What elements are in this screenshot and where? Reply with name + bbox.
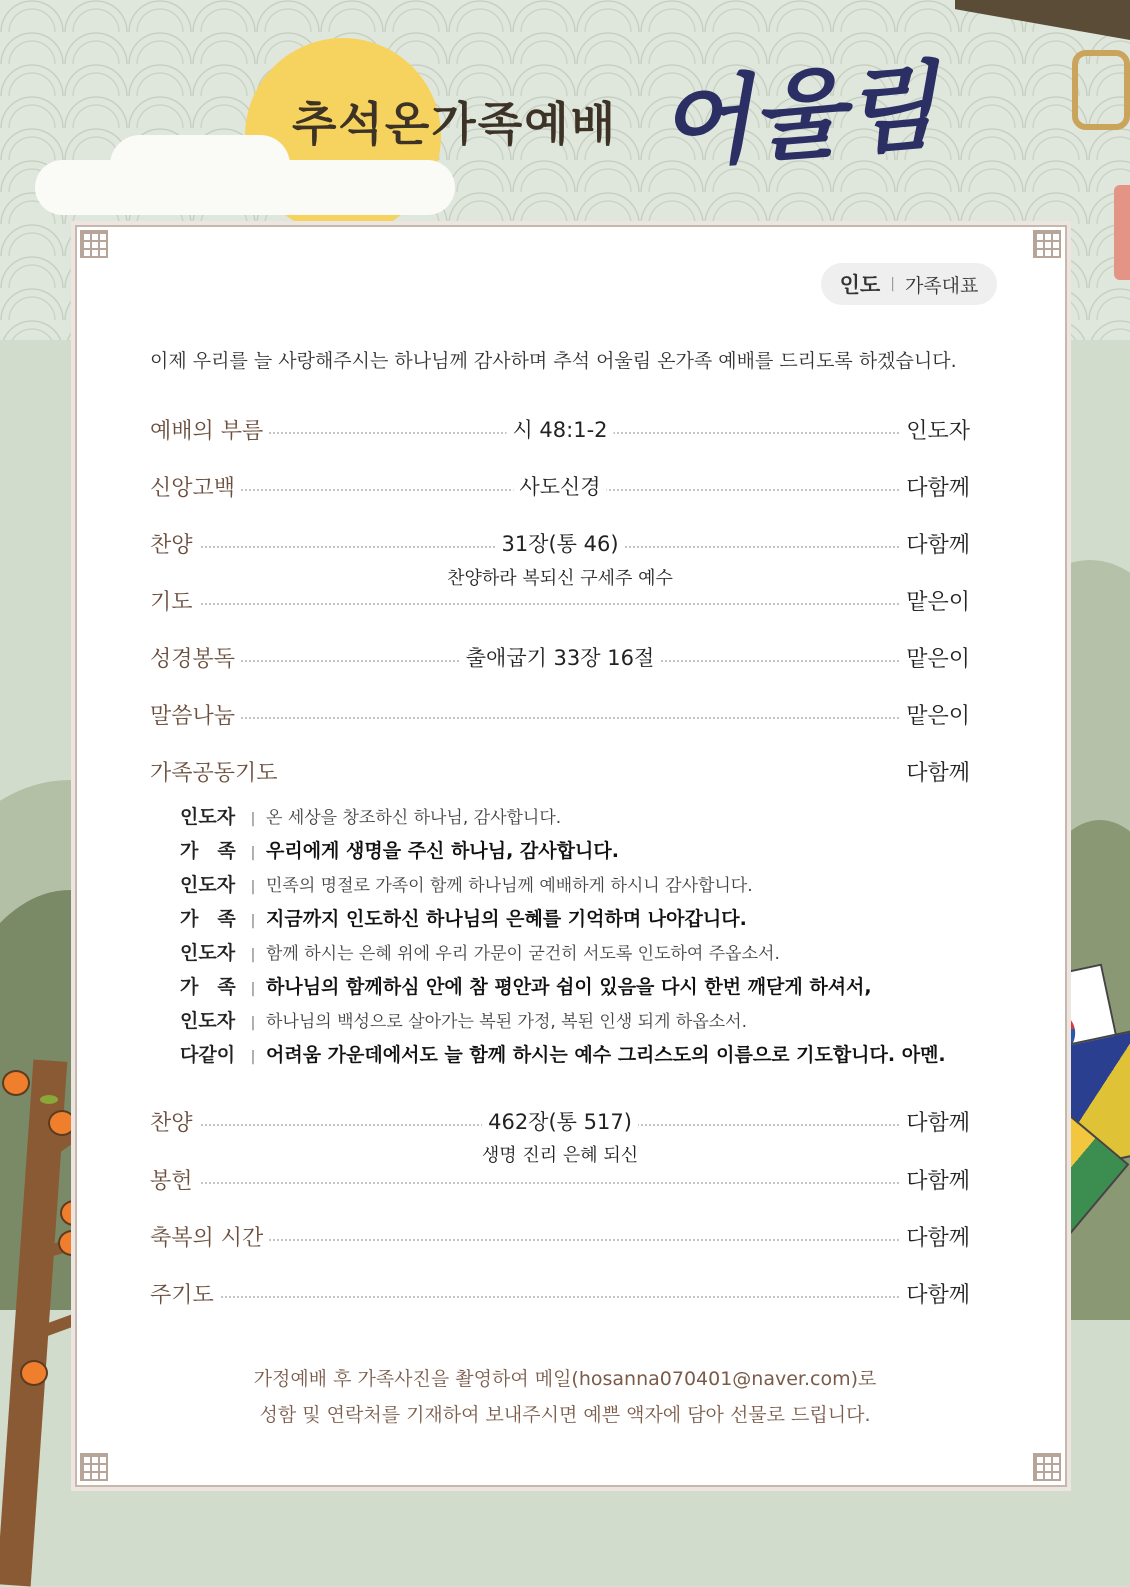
- prayer-text: 온 세상을 창조하신 하나님, 감사합니다.: [266, 808, 562, 828]
- leader-badge: [821, 263, 997, 305]
- order-item-reference: 출애굽기 33장 16절: [460, 642, 661, 672]
- order-item: [150, 699, 970, 733]
- responsive-line: [180, 972, 980, 1002]
- prayer-text: 민족의 명절로 가족이 함께 하나님께 예배하게 하시니 감사합니다.: [266, 876, 753, 896]
- leaf-icon: [40, 1095, 58, 1104]
- order-item-leader: 맡은이: [900, 699, 970, 730]
- order-item-leader: 다함께: [900, 756, 970, 787]
- order-item: [150, 1164, 970, 1198]
- order-item: [150, 414, 970, 448]
- order-item-name: 예배의 부름: [150, 414, 269, 445]
- corner-ornament: [1033, 1453, 1061, 1481]
- prayer-text: 우리에게 생명을 주신 하나님, 감사합니다.: [266, 840, 619, 862]
- speaker-label: 가 족: [180, 976, 236, 998]
- order-item: [150, 1106, 970, 1140]
- order-item: [150, 1221, 970, 1255]
- order-item-leader: 다함께: [900, 471, 970, 502]
- speaker-label: 가 족: [180, 840, 236, 862]
- cloud: [110, 135, 290, 195]
- hymn-title: 찬양하라 복되신 구세주 예수: [447, 568, 673, 589]
- divider: |: [250, 879, 256, 895]
- corner-ornament: [1033, 230, 1061, 258]
- prayer-text: 하나님의 백성으로 살아가는 복된 가정, 복된 인생 되게 하옵소서.: [266, 1012, 748, 1032]
- divider: |: [250, 913, 256, 929]
- dotted-leader: [150, 1296, 970, 1298]
- persimmon-icon: [20, 1360, 48, 1386]
- notice-line: 성함 및 연락처를 기재하여 보내주시면 예쁜 액자에 담아 선물로 드립니다.: [259, 1404, 871, 1426]
- responsive-line: [180, 802, 980, 832]
- divider: |: [250, 1015, 256, 1031]
- notice-line: 가정예배 후 가족사진을 촬영하여 메일(hosanna070401@naver.com)로: [253, 1368, 877, 1390]
- order-item-reference: 사도신경: [513, 471, 606, 501]
- divider: |: [250, 845, 256, 861]
- order-item-leader: 다함께: [900, 1164, 970, 1195]
- corner-ornament: [80, 1453, 108, 1481]
- divider: |: [890, 276, 895, 292]
- order-item-reference: 시 48:1-2: [506, 414, 613, 444]
- speaker-label: 다같이: [180, 1044, 236, 1066]
- speaker-label: 인도자: [180, 874, 236, 896]
- hymn-title: 생명 진리 은혜 되신: [481, 1145, 639, 1166]
- order-item-name: 찬양: [150, 1106, 199, 1137]
- order-item-reference: 31장(통 46): [495, 528, 624, 558]
- order-item-leader: 맡은이: [900, 585, 970, 616]
- intro-text: 이제 우리를 늘 사랑해주시는 하나님께 감사하며 추석 어울림 온가족 예배를 드리도록 하겠습니다.: [150, 350, 957, 372]
- prayer-text: 함께 하시는 은혜 위에 우리 가문이 굳건히 서도록 인도하여 주옵소서.: [266, 944, 780, 964]
- order-item-name: 축복의 시간: [150, 1221, 269, 1252]
- order-item: [150, 471, 970, 505]
- persimmon-icon: [48, 1110, 76, 1136]
- side-tab: [1114, 185, 1130, 280]
- order-item: [150, 1278, 970, 1312]
- order-item-leader: 맡은이: [900, 642, 970, 673]
- responsive-line: [180, 1040, 980, 1070]
- prayer-text: 하나님의 함께하심 안에 참 평안과 쉼이 있음을 다시 한번 깨닫게 하셔서,: [266, 976, 872, 998]
- responsive-line: [180, 870, 980, 900]
- speaker-label: 인도자: [180, 1010, 236, 1032]
- order-item: [150, 756, 970, 790]
- leader-label: 인도: [839, 273, 881, 297]
- order-item-name: 봉헌: [150, 1164, 199, 1195]
- speaker-label: 인도자: [180, 806, 236, 828]
- page-title: 추석온가족예배: [292, 97, 618, 151]
- speaker-label: 가 족: [180, 908, 236, 930]
- order-item: [150, 528, 970, 562]
- order-item-leader: 다함께: [900, 528, 970, 559]
- order-item-name: 기도: [150, 585, 199, 616]
- knot-ornament-icon: [1072, 50, 1130, 130]
- divider: |: [250, 811, 256, 827]
- order-item-name: 신앙고백: [150, 471, 241, 502]
- responsive-line: [180, 904, 980, 934]
- order-item: [150, 642, 970, 676]
- divider: |: [250, 947, 256, 963]
- order-item-name: 찬양: [150, 528, 199, 559]
- order-item-name: 성경봉독: [150, 642, 241, 673]
- responsive-line: [180, 836, 980, 866]
- divider: |: [250, 1049, 256, 1065]
- dotted-leader: [150, 603, 970, 605]
- order-item-name: 주기도: [150, 1278, 220, 1309]
- order-item-name: 가족공동기도: [150, 756, 284, 787]
- persimmon-icon: [2, 1070, 30, 1096]
- speaker-label: 인도자: [180, 942, 236, 964]
- divider: |: [250, 981, 256, 997]
- order-item: [150, 585, 970, 619]
- order-item-leader: 인도자: [900, 414, 970, 445]
- responsive-line: [180, 1006, 980, 1036]
- leader-value: 가족대표: [904, 274, 979, 297]
- prayer-text: 지금까지 인도하신 하나님의 은혜를 기억하며 나아갑니다.: [266, 908, 747, 930]
- order-item-leader: 다함께: [900, 1278, 970, 1309]
- corner-ornament: [80, 230, 108, 258]
- order-item-leader: 다함께: [900, 1106, 970, 1137]
- order-item-name: 말씀나눔: [150, 699, 241, 730]
- dotted-leader: [150, 1182, 970, 1184]
- dotted-leader: [150, 717, 970, 719]
- responsive-line: [180, 938, 980, 968]
- order-item-reference: 462장(통 517): [482, 1106, 638, 1136]
- dotted-leader: [150, 1239, 970, 1241]
- script-title: 어울림: [654, 49, 941, 182]
- order-item-leader: 다함께: [900, 1221, 970, 1252]
- prayer-text: 어려움 가운데에서도 늘 함께 하시는 예수 그리스도의 이름으로 기도합니다. 아멘.: [266, 1044, 946, 1066]
